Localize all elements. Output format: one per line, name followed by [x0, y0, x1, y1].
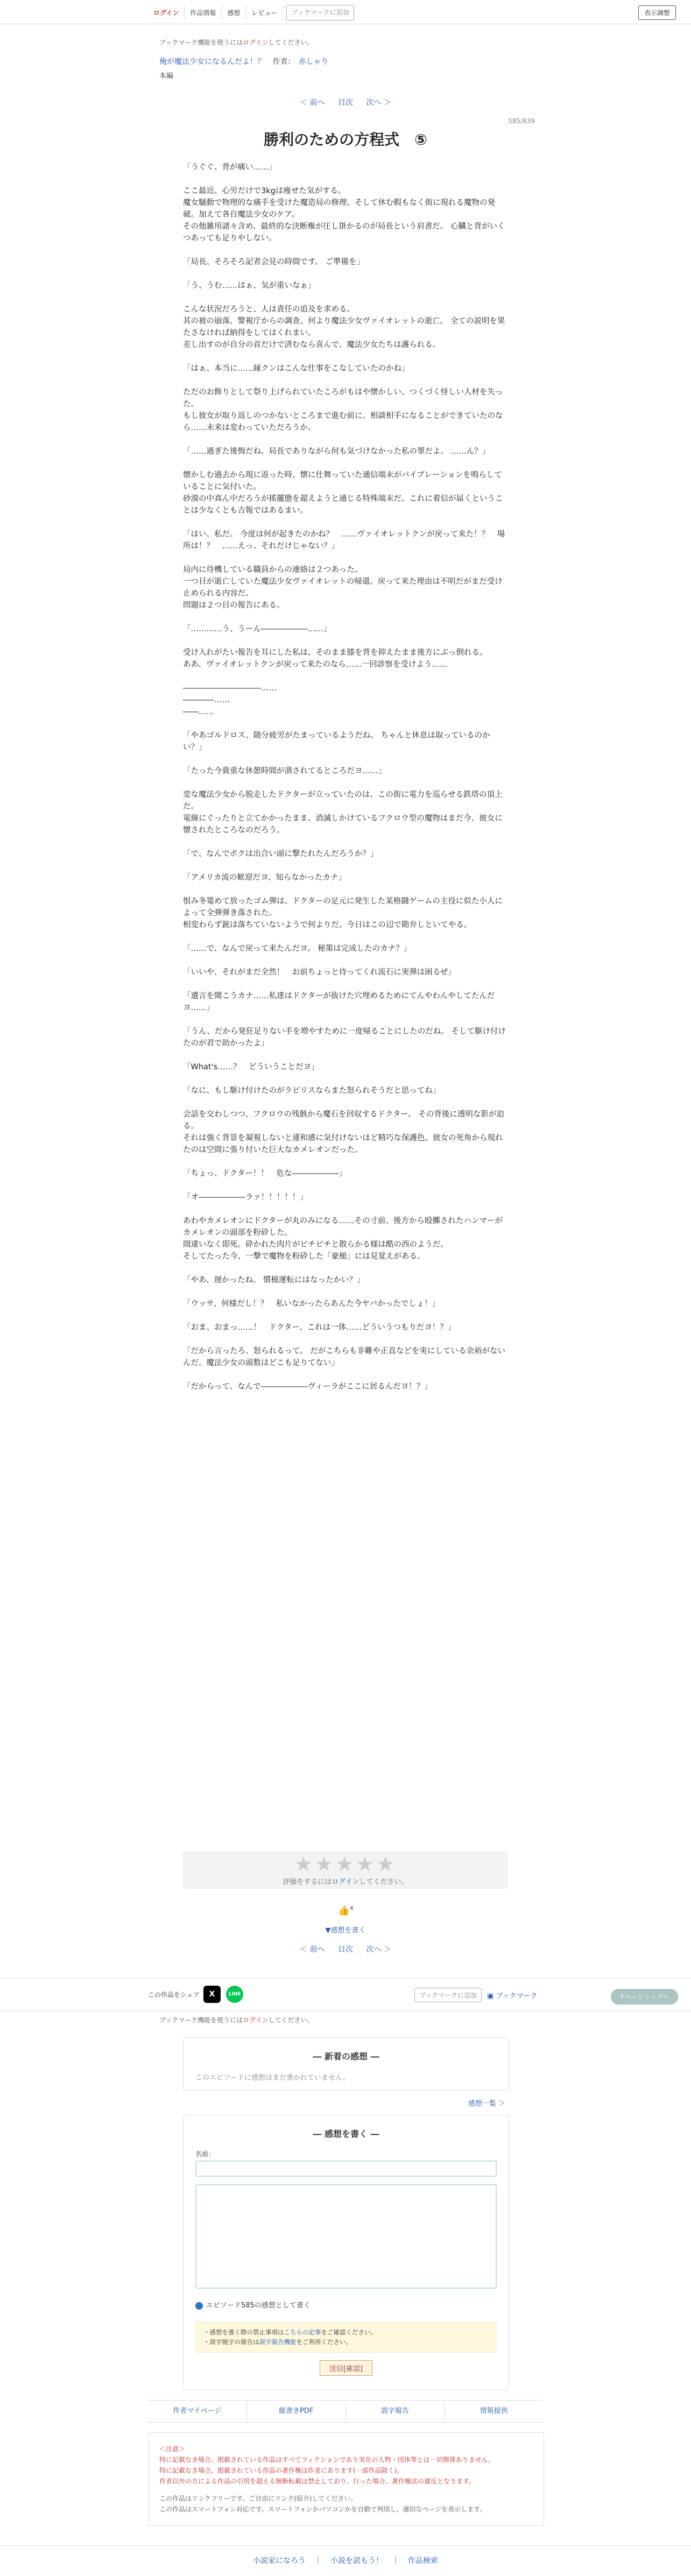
novel-body — [183, 161, 508, 1405]
paragraph: ――――――――――…… ――――…… ――…… — [183, 684, 277, 716]
write-impression-box — [183, 2115, 509, 2390]
episode-nav-bottom — [0, 1944, 691, 1954]
name-label: 名前： — [195, 2150, 215, 2158]
caution-box: ＜注意＞ 特に記載なき場合、掲載されている作品はすべてフィクションであり実在の人物・団体等とは一切関係ありません。 特に記載なき場合、掲載されている作品の著作権は作者にあります(一部作品除く)。 作者以外の方による作品の引用を超える無断転載は禁止しており、行った場合、著作権法の違反となります。 この作品はリンクフリーです。ご自由にリンク(紹介)してください。 この作品はスマートフォン対応です。スマートフォンかパソコンかを自動で判別し、適切なページを表示します。 — [148, 2432, 544, 2526]
share-bar — [0, 1978, 691, 2011]
footer-link[interactable]: 作者マイページ — [148, 2401, 247, 2422]
paragraph: 「で、なんでボクは出合い頭に撃たれたんだろうか？」 — [183, 850, 378, 858]
paragraph: 「う、うむ……はぁ、気が重いなぁ」 — [183, 281, 316, 290]
paragraph: 「やあゴルドロス、随分疲労がたまっているようだね。 ちゃんと休息は取っているのかい？」 — [183, 731, 490, 752]
notice-login-link[interactable]: ログイン — [243, 2016, 269, 2024]
write-title: ― 感想を書く ― — [313, 2129, 379, 2139]
paragraph: 「やあ、遅かったね。 慣槌運転にはなったかい？」 — [183, 1276, 365, 1285]
add-bookmark-button[interactable]: ブックマークに追加 — [414, 1988, 482, 2002]
footer-search-link[interactable]: 作品検索 — [408, 2557, 438, 2565]
paragraph: 「…………う、うーん――――――……」 — [183, 625, 332, 633]
next-link[interactable]: 次へ ＞ — [366, 1945, 391, 1954]
write-impression-link[interactable]: ▼感想を書く — [325, 1926, 366, 1935]
checkbox-icon[interactable] — [195, 2302, 203, 2310]
footer-home-link[interactable]: 小説家になろう — [253, 2557, 306, 2565]
paragraph: 「アメリカ流の歓迎だヨ、知らなかったカナ」 — [183, 873, 346, 882]
paragraph: 変な魔法少女から脱走したドクターが立っていたのは、この街に電力を巡らせる鉄塔の頂上だ。 電線にぐったりと立てかかったまま、消滅しかけているフクロウ型の魔物はまだ今、彼女に懐されたところなのだろう。 — [183, 791, 503, 835]
footer-read-link[interactable]: 小説を読もう！ — [330, 2557, 383, 2565]
episode-title: 勝利のための方程式 ⑤ — [264, 131, 427, 149]
paragraph: 「……過ぎた後悔だね。局長でありながら何も気づけなかった私の罪だよ。 ……ん？」 — [183, 447, 490, 456]
episode-nav-top — [0, 97, 691, 108]
paragraph: 「遺言を聞こうカナ……私達はドクターが抜けた穴埋めるためにてんやわんやしてたんだヨ……」 — [183, 992, 495, 1012]
add-bookmark-button[interactable]: ブックマークに追加 — [286, 5, 354, 20]
paragraph: 「たった今貴重な休憩時間が潰されてるところだヨ……」 — [183, 767, 386, 775]
bookmark-notice-bottom: ブックマーク機能を使うにはログインしてください。 — [159, 2016, 314, 2024]
prev-link[interactable]: ＜ 前へ — [300, 98, 325, 107]
toc-link[interactable]: 目次 — [338, 1945, 353, 1954]
paragraph: 局内に待機している職員からの連絡は２つあった。 一つ目が逝亡していた魔法少女ヴァイオレットの帰還。戻って来た理由は不明だがまだ受け止められる内容だ。 問題は２つ目の報告にある。 — [183, 566, 503, 610]
work-info-link[interactable]: 作品情報 — [185, 5, 222, 20]
series-label: 本編 — [159, 72, 174, 80]
episode-checkbox[interactable]: エピソード585の感想として書く — [195, 2299, 497, 2310]
page-number: 585/839 — [508, 117, 535, 125]
paragraph: 「なに、もし駆け付けたのがラピリスならまた怒られそうだと思ってね」 — [183, 1086, 441, 1095]
author-link[interactable]: 赤しゃり — [298, 58, 329, 66]
paragraph: 「局長、そろそろ記者会見の時間です。 ご準備を」 — [183, 258, 364, 266]
paragraph: 「ウッサ、何様だし！？ 私いなかったらあんた今ヤバかったでしょ！」 — [183, 1300, 440, 1308]
impression-list-link[interactable]: 感想一覧 ＞ — [468, 2100, 506, 2108]
share-label: この作品をシェア — [148, 1991, 200, 1999]
paragraph: 「うん、だから発狂足りない手を増やすために一度帰ることにしたのだね。 そして駆け付けたのが君で助かったよ」 — [183, 1027, 506, 1048]
paragraph: 「おま、おまっ……！ ドクター、これは一体……どういうつもりだヨ！？」 — [183, 1323, 456, 1332]
paragraph: 「オ――――――ラァ！！！！！」 — [183, 1193, 308, 1202]
submit-button[interactable]: 送信[確認] — [320, 2360, 372, 2376]
page-top-button[interactable]: ↑ページトップへ — [611, 1989, 678, 2005]
recent-empty-text: このエピソードに感想はまだ書かれていません。 — [195, 2074, 350, 2082]
top-bar — [0, 0, 691, 24]
site-footer: 小説家になろう ｜ 小説を読もう！ ｜ 作品検索 — [0, 2545, 691, 2576]
bookmark-notice: ブックマーク機能を使うにはログインしてください。 — [159, 39, 314, 46]
paragraph: 受け入れがたい報告を耳にした私は、そのまま膝を背を抑えたまま後方にぶっ倒れる。 ああ、ヴァイオレットクンが戻って来たのなら……一回診察を受けよう…… — [183, 648, 488, 669]
rating-box — [183, 1851, 508, 1889]
rules-link[interactable]: こちらの記事 — [284, 2328, 321, 2336]
paragraph: 「What's……？ どういうことだヨ」 — [183, 1063, 319, 1071]
name-input[interactable] — [195, 2161, 497, 2177]
rating-notice: 評価をするにはログインしてください。 — [283, 1878, 408, 1886]
line-share-icon[interactable]: LINE — [226, 1986, 243, 2003]
footer-link[interactable]: 縦書きPDF — [247, 2401, 346, 2422]
review-link[interactable]: レビュー — [246, 5, 283, 20]
paragraph: 会話を交わしつつ、フクロウの残骸から魔石を回収するドクター。 その背後に透明な影が迫る。 それは強く背景を凝視しないと違和感に気付けないほど精巧な保護色。彼女の死角から現れたのは空間に張り付いた巨大なカメレオンだった。 — [183, 1110, 504, 1154]
paragraph: 懐かしむ過去から現に返った時、懐に仕舞っていた通信端末がバイブレーションを鳴らしていることに気付いた。 砂漠の中真ん中だろうが搖擺態を超えようと通じる特殊端末だ。これに着信が届くということは少なくとも吉報ではあるまい。 — [183, 471, 503, 515]
paragraph: 「はぁ、本当に……縁クンはこんな仕事をこなしていたのかね」 — [183, 364, 410, 373]
login-link[interactable]: ログイン — [148, 5, 185, 20]
paragraph: こんな状況だろうと、人は責任の追及を求める。 其の被の崩落、警視庁からの調査、何より魔法少女ヴァイオレットの逝亡。 全ての説明を果たさなければ納得をしてはくれまい。 差し出すのが自分の首だけで済むなら喜んで、魔法少女たちは護られる。 — [183, 305, 505, 349]
paragraph: 「だからって、なんで――――――ヴィーラがここに居るんだヨ！？」 — [183, 1382, 432, 1391]
recent-title: ― 新着の感想 ― — [313, 2051, 379, 2062]
paragraph: ただのお飾りとして祭り上げられていたころがもはや懐かしい、つくづく怪しい人材を失った。 もし彼女が取り返しのつかないところまで進む前に、相談相手になることができていたのなら……未来は変わっていただろうか。 — [183, 388, 503, 432]
paragraph: 「いいや、それがまだ全然！ お前ちょっと待ってくれ流石に実弾は困るぜ」 — [183, 968, 456, 977]
impressions-link[interactable]: 感想 — [222, 5, 246, 20]
footer-link[interactable]: 誤字報告 — [346, 2401, 445, 2422]
prev-link[interactable]: ＜ 前へ — [300, 1945, 325, 1954]
paragraph: ここ最近、心労だけで3kgは痩せた気がする。 魔女騒動で物理的な痛手を受けた魔造局の修理、そして休む暇もなく街に現れる魔物の発破。加えて各自魔法少女のケア。 その他雑用諸々含め、最終的な決断権が圧し掛かるのが局長という肩書だ。 心臓と背がいくつあっても足りやしない。 — [183, 187, 505, 243]
rating-stars[interactable]: ★★★★★ — [294, 1852, 397, 1876]
paragraph: 「ちょっ、ドクター！！ 危な――――――」 — [183, 1169, 347, 1178]
paragraph: 「はい、私だ。 今度は何が起きたのかね？ ……ヴァイオレットクンが戻って来た！？ 場所は！？ ……えっ、それだけじゃない？」 — [183, 530, 505, 551]
paragraph: あわやカメレオンにドクターが丸のみになる……その寸前、後方から殴擲されたハンマーがカメレオンの頭部を粉砕した。 間違いなく即死。砕かれた肉片がビチビチと散らかる様は酷の西のようだ。 そしてたった今、一撃で魔物を粉砕した「豪槌」には見覚えがある。 — [183, 1217, 503, 1261]
footer-links — [148, 2400, 543, 2423]
thumbs-up-icon: 👍 — [337, 1905, 350, 1916]
display-settings-button[interactable]: 表示調整 — [638, 5, 676, 20]
write-notice: ・感想を書く際の禁止事項はこちらの記事をご確認ください。 ・誤字脱字の報告は誤字報告機能をご利用ください。 — [195, 2321, 497, 2353]
rating-login-link[interactable]: ログイン — [332, 1878, 359, 1886]
novel-info: 俺が魔法少女になるんだよ！？ 作者： 赤しゃり 本編 — [159, 58, 329, 80]
typo-report-link[interactable]: 誤字報告機能 — [259, 2338, 297, 2346]
paragraph: 「だから言ったろ、怒られるって。 だがこちらも非難や正直などを実にしている余裕がないんだ。魔法少女の頭数はどこも足りてない」 — [183, 1347, 505, 1367]
impression-textarea[interactable] — [195, 2184, 497, 2289]
toc-link[interactable]: 目次 — [338, 98, 353, 107]
paragraph: 「……で、なんで戻って来たんだヨ。 秘策は完成したのカナ？」 — [183, 944, 412, 953]
bookmark-link[interactable]: ▣ ブックマーク — [487, 1992, 538, 2000]
like-count: 4 — [350, 1905, 354, 1911]
recent-impressions-box — [183, 2037, 509, 2090]
paragraph: 恨み冬篭めて放ったゴム弾は、ドクターの足元に発生した某格闘ゲームの主役に似た小人によって全弾弾き落された。 相変わらず銃は落ちていないようで何よりだ。今日はこの辺で勘弁しといてやる。 — [183, 897, 503, 929]
footer-link[interactable]: 情報提供 — [480, 2407, 508, 2415]
paragraph: 「うぐぐ、背が痛い……」 — [183, 163, 277, 172]
like-button[interactable] — [0, 1905, 691, 1916]
novel-title-link[interactable]: 俺が魔法少女になるんだよ！？ — [159, 58, 265, 66]
x-share-icon[interactable]: X — [203, 1986, 221, 2003]
notice-login-link[interactable]: ログイン — [243, 39, 269, 46]
next-link[interactable]: 次へ ＞ — [366, 98, 391, 107]
